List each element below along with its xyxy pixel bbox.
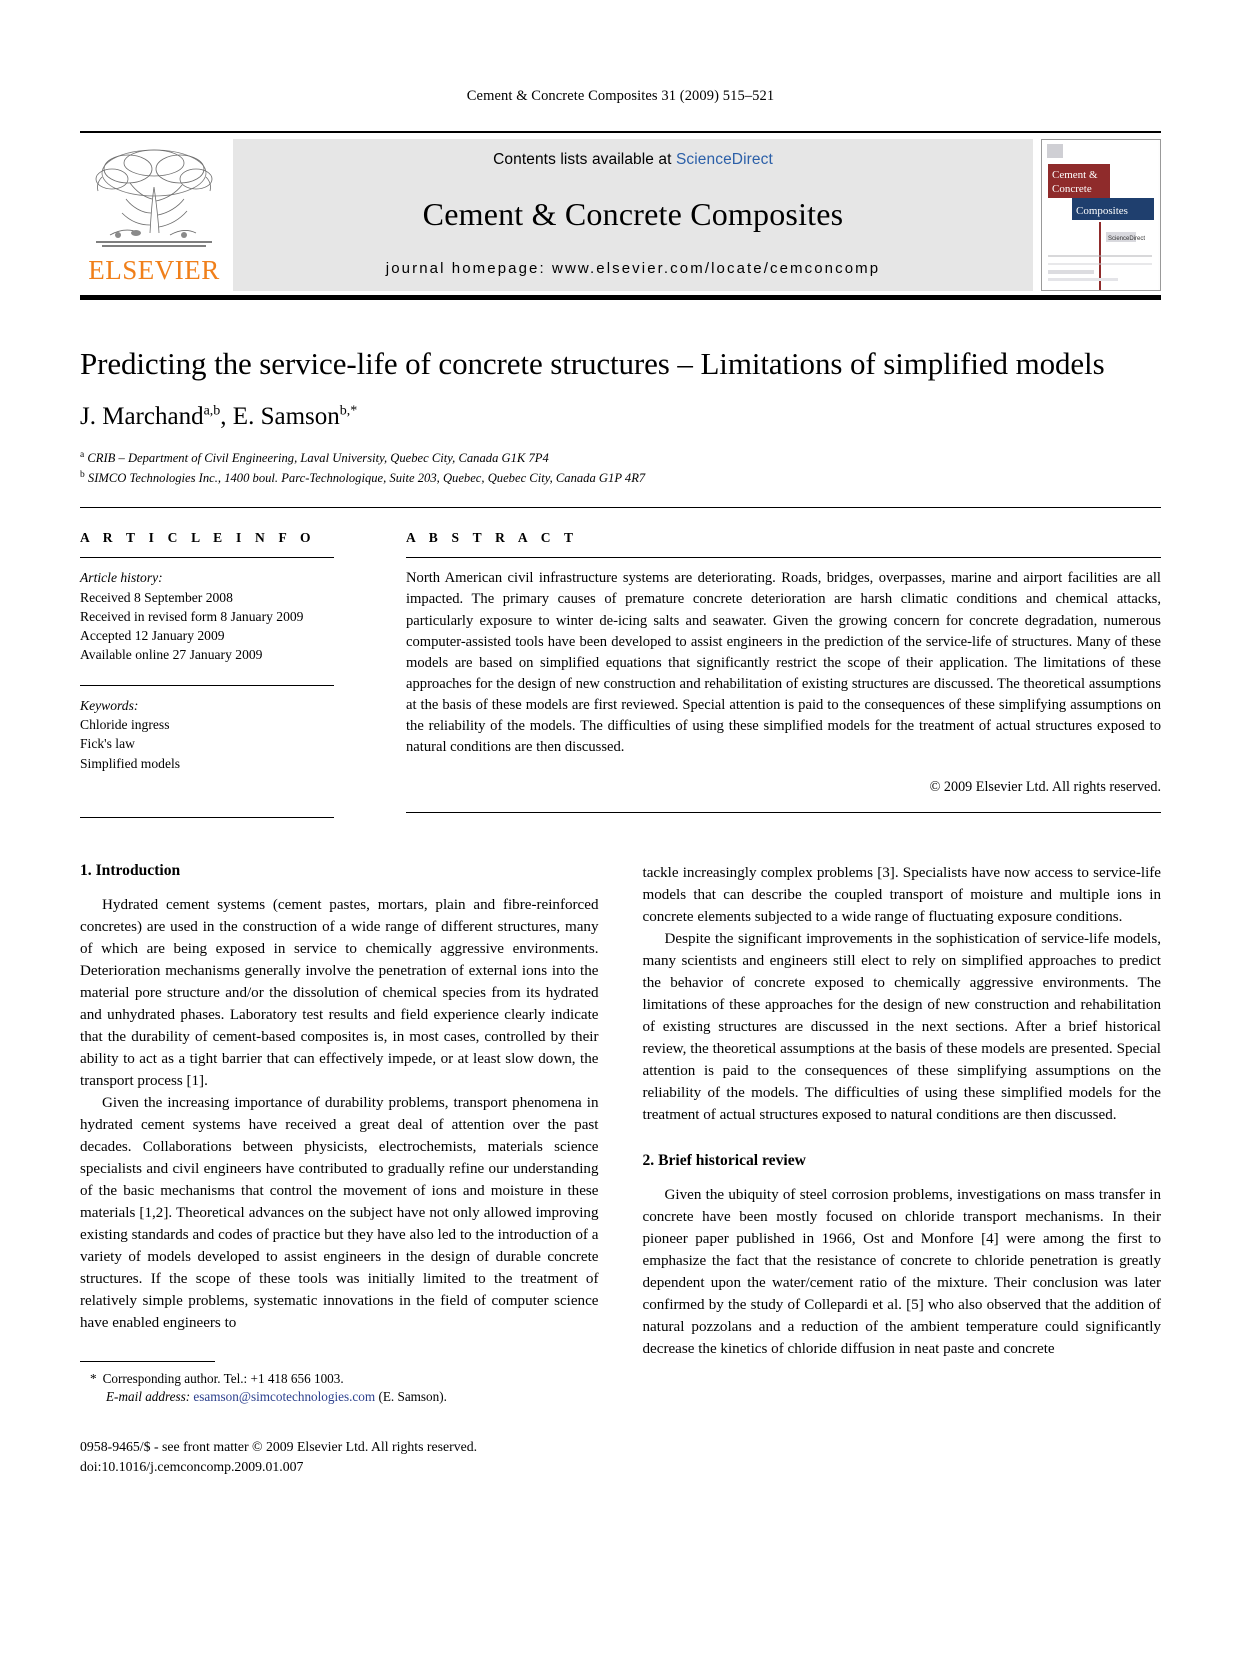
- abstract-text: North American civil infrastructure systems are deteriorating. Roads, bridges, overpasses, marine and airport facilities are all impacted. The primary causes of premature concrete deterioration are harsh climatic conditions and chemical attacks, particularly exposure to winter de-icing salts and seawater. Given the growing concern for concrete degradation, numerous computer-assisted tools have been developed to assist engineers in the prediction of the service-life of structures. Many of these models are based on simplified equations that significantly restrict the scope of their application. The limitations of these approaches for the design of new construction and rehabilitation of existing structures are discussed. The theoretical assumptions at the basis of these models are first reviewed. Special attention is paid to the consequences of these simplifying assumptions on the reliability of the models. The difficulties of using these simplified models for the treatment of actual structures exposed to natural conditions are then discussed.: [406, 570, 1161, 756]
- masthead-bottom-rule: [80, 295, 1161, 300]
- journal-homepage[interactable]: journal homepage: www.elsevier.com/locate/cemconcomp: [385, 260, 881, 277]
- section-1-heading: 1. Introduction: [80, 861, 181, 879]
- keyword-item: Fick's law: [80, 736, 135, 752]
- author-separator: , E. Samson: [220, 403, 340, 431]
- keyword-item: Simplified models: [80, 755, 181, 771]
- section-1-paragraph-1: Hydrated cement systems (cement pastes, mortars, plain and fibre-reinforced concretes) are used in the construction of a wide range of different structures, many of which are being exposed in service to chemically aggressive environments. Deterioration mechanisms generally involve the penetration of external ions into the material pore structure and/or the dissolution of chemical species from its hydrated and unhydrated phases. Laboratory test results and field experience clearly indicate that the durability of cement-based composites is, in most cases, controlled by their ability to act as a tight barrier that can effectively impede, or at least slow down, the transport process [1].: [80, 896, 599, 1090]
- history-item: Available online 27 January 2009: [80, 647, 263, 663]
- svg-text:Cement &: Cement &: [1052, 169, 1098, 181]
- author-1-affiliation-marker: a,b: [203, 404, 221, 420]
- sciencedirect-panel: [233, 139, 1033, 291]
- sciencedirect-link[interactable]: ScienceDirect: [675, 151, 773, 168]
- keywords-rule: [80, 685, 334, 686]
- email-link[interactable]: esamson@simcotechnologies.com: [193, 1389, 376, 1405]
- keyword-item: Chloride ingress: [80, 717, 170, 732]
- corresponding-author-line: [80, 1370, 599, 1389]
- footer-block: [80, 1437, 599, 1477]
- right-column-paragraph-2: Despite the significant improvements in the sophistication of service-life models, many scientists and engineers still elect to rely on simplified approaches to predict the behavior of concrete exposed to chemically aggressive environments. The limitations of these approaches for the design of new construction and rehabilitation of existing structures are discussed in the next sections. After a brief historical review, the theoretical assumptions at the basis of these models are presented. Special attention is paid to the consequences of these simplifying assumptions on the reliability of the models. The difficulties of using these simplified models for the treatment of actual structures exposed to natural conditions are then discussed.: [642, 930, 1161, 1124]
- history-item: Accepted 12 January 2009: [80, 628, 225, 644]
- keywords-heading: Keywords:: [80, 697, 139, 713]
- footnote-block: [80, 1361, 599, 1407]
- affiliation-b-marker: b: [80, 469, 85, 480]
- keywords: [80, 696, 334, 773]
- publisher-logo-block: [80, 139, 228, 291]
- body-columns: [80, 862, 1161, 1477]
- asterisk-icon: *: [90, 1370, 97, 1386]
- article-info-bottom-rule: [80, 817, 334, 818]
- elsevier-wordmark: ELSEVIER: [88, 255, 220, 285]
- article-history-heading: Article history:: [80, 570, 163, 586]
- author-2-affiliation-marker: b,*: [339, 404, 358, 420]
- copyright-line: © 2009 Elsevier Ltd. All rights reserved.: [929, 778, 1161, 795]
- corresponding-author-text: Corresponding author. Tel.: +1 418 656 1003.: [102, 1370, 344, 1386]
- masthead-top-rule: [80, 131, 1161, 133]
- article-info-rule: [80, 557, 334, 558]
- author-name-1: J. Marchand: [80, 403, 204, 431]
- right-column: [643, 862, 1162, 1477]
- affiliation-a-marker: a: [80, 450, 85, 461]
- history-item: Received in revised form 8 January 2009: [80, 608, 304, 624]
- article-info-column: [80, 530, 360, 818]
- article-info-label: A R T I C L E I N F O: [80, 530, 316, 546]
- footnote-text: [80, 1370, 599, 1407]
- section-1-paragraph-2: Given the increasing importance of durability problems, transport phenomena in hydrated cement systems have received a great deal of attention over the past decades. Collaborations between physicists, electrochemists, materials science specialists and civil engineers have contributed to gradually refine our understanding of the basic mechanisms that control the movement of ions and moisture in these materials [1,2]. Theoretical advances on the subject have not only allowed improving existing standards and codes of practice but they have also led to the introduction of a variety of models developed to assist engineers in the design of durable concrete structures. If the scope of these tools was initially limited to the treatment of relatively simple problems, systematic innovations in the field of computer science have enabled engineers to: [80, 1095, 599, 1332]
- journal-title: Cement & Concrete Composites: [422, 196, 844, 232]
- issn-line: 0958-9465/$ - see front matter © 2009 Elsevier Ltd. All rights reserved.: [80, 1438, 478, 1454]
- affiliation-a: [80, 449, 1161, 467]
- affiliation-b: [80, 469, 1161, 487]
- abstract-label: A B S T R A C T: [406, 530, 579, 546]
- email-label: E-mail address:: [106, 1389, 191, 1405]
- right-column-paragraph-1: tackle increasingly complex problems [3]. Specialists have now access to service-life models that can describe the coupled transport of moisture and multiple ions in concrete elements subjected to a wide range of fluctuating exposure conditions.: [642, 864, 1161, 925]
- section-2-paragraph-1: Given the ubiquity of steel corrosion problems, investigations on mass transfer in concrete have been mostly focused on chloride transport mechanisms. In their pioneer paper published in 1966, Ost and Monfore [4] were among the first to emphasize the fact that the resistance of concrete to chloride penetration is greatly dependent upon the water/cement ratio of the mixture. Their conclusion was later confirmed by the study of Collepardi et al. [5] who also observed that the addition of natural pozzolans and a reduction of the ambient temperature could significantly decrease the kinetics of chloride diffusion in neat paste and concrete: [642, 1187, 1161, 1358]
- elsevier-tree-logo: [88, 143, 220, 255]
- running-head: Cement & Concrete Composites 31 (2009) 515–521: [466, 88, 775, 104]
- affiliations: [80, 449, 1161, 487]
- article-history: [80, 568, 334, 664]
- email-owner: (E. Samson).: [378, 1389, 447, 1405]
- left-column: [80, 862, 599, 1477]
- footnote-rule: [80, 1361, 215, 1362]
- affiliation-b-text: SIMCO Technologies Inc., 1400 boul. Parc-Technologique, Suite 203, Quebec, Quebec City, Canada G1P 4R7: [87, 470, 646, 485]
- info-abstract-row: [80, 530, 1161, 818]
- doi-line: doi:10.1016/j.cemconcomp.2009.01.007: [80, 1458, 304, 1474]
- email-line: [80, 1388, 599, 1407]
- history-item: Received 8 September 2008: [80, 589, 233, 605]
- abstract-column: [360, 530, 1161, 818]
- svg-text:Composites: Composites: [1076, 205, 1128, 217]
- svg-text:Concrete: Concrete: [1052, 183, 1092, 195]
- svg-text:ScienceDirect: ScienceDirect: [1108, 236, 1146, 242]
- abstract-rule: [406, 557, 1161, 558]
- contents-line: [493, 151, 773, 169]
- section-2-heading: 2. Brief historical review: [642, 1152, 806, 1170]
- abstract-bottom-rule: [406, 812, 1161, 813]
- journal-masthead: [80, 139, 1161, 291]
- contents-prefix: Contents lists available at: [493, 151, 676, 168]
- info-top-rule: [80, 507, 1161, 508]
- affiliation-a-text: CRIB – Department of Civil Engineering, Laval University, Quebec City, Canada G1K 7P4: [87, 451, 549, 466]
- page-title: Predicting the service-life of concrete structures – Limitations of simplified models: [80, 346, 1105, 381]
- author-list: [80, 403, 1161, 431]
- journal-cover-thumbnail: [1041, 139, 1161, 291]
